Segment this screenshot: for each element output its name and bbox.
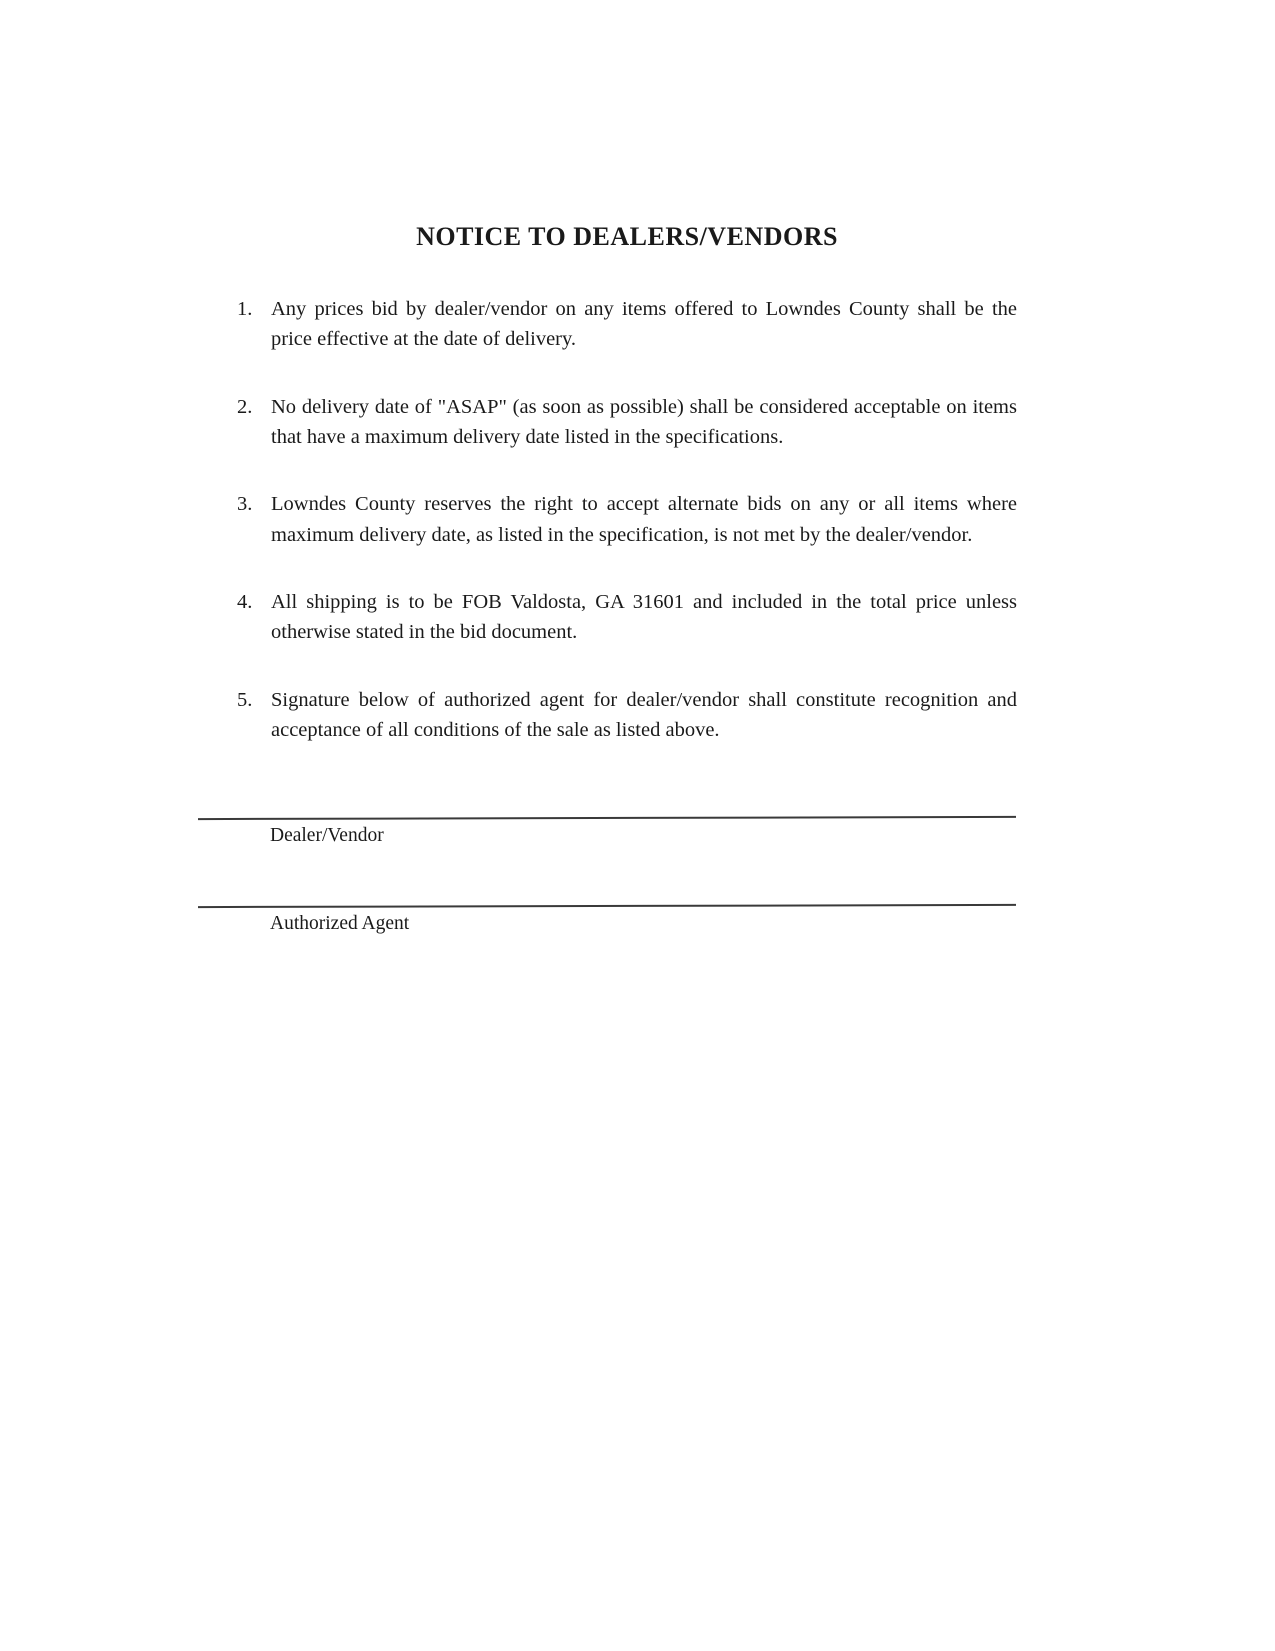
item-number: 4. bbox=[237, 590, 253, 613]
item-text: Signature below of authorized agent for dealer/vendor shall constitute recognition and acceptance of all conditions of the sale as listed above. bbox=[271, 688, 1017, 741]
item-number: 3. bbox=[237, 493, 253, 516]
item-number: 1. bbox=[237, 298, 253, 320]
item-number: 5. bbox=[237, 688, 253, 711]
notice-item-2 bbox=[237, 392, 1017, 453]
page-title: NOTICE TO DEALERS/VENDORS bbox=[416, 222, 838, 251]
notice-item-1 bbox=[237, 294, 1017, 355]
notice-item-4 bbox=[237, 587, 1017, 648]
authorized-agent-signature-label: Authorized Agent bbox=[270, 913, 410, 935]
authorized-agent-signature-line bbox=[198, 904, 1016, 908]
item-number: 2. bbox=[237, 395, 253, 418]
item-text: Lowndes County reserves the right to accept alternate bids on any or all items where maximum delivery date, as listed in the specification, is not met by the dealer/vendor. bbox=[271, 493, 1017, 546]
notice-item-5 bbox=[237, 685, 1017, 746]
notice-list bbox=[237, 294, 1017, 745]
signature-section bbox=[198, 817, 1016, 935]
item-text: Any prices bid by dealer/vendor on any items offered to Lowndes County shall be the price effective at the date of delivery. bbox=[271, 298, 1017, 351]
dealer-vendor-signature-block bbox=[198, 817, 1016, 847]
dealer-vendor-signature-label: Dealer/Vendor bbox=[270, 825, 384, 847]
notice-item-3 bbox=[237, 489, 1017, 550]
item-text: All shipping is to be FOB Valdosta, GA 31601 and included in the total price unless otherwise stated in the bid document. bbox=[271, 590, 1017, 644]
item-text: No delivery date of "ASAP" (as soon as possible) shall be considered acceptable on items that have a maximum delivery date listed in the specifications. bbox=[271, 395, 1017, 448]
dealer-vendor-signature-line bbox=[198, 816, 1016, 820]
authorized-agent-signature-block bbox=[198, 905, 1016, 935]
